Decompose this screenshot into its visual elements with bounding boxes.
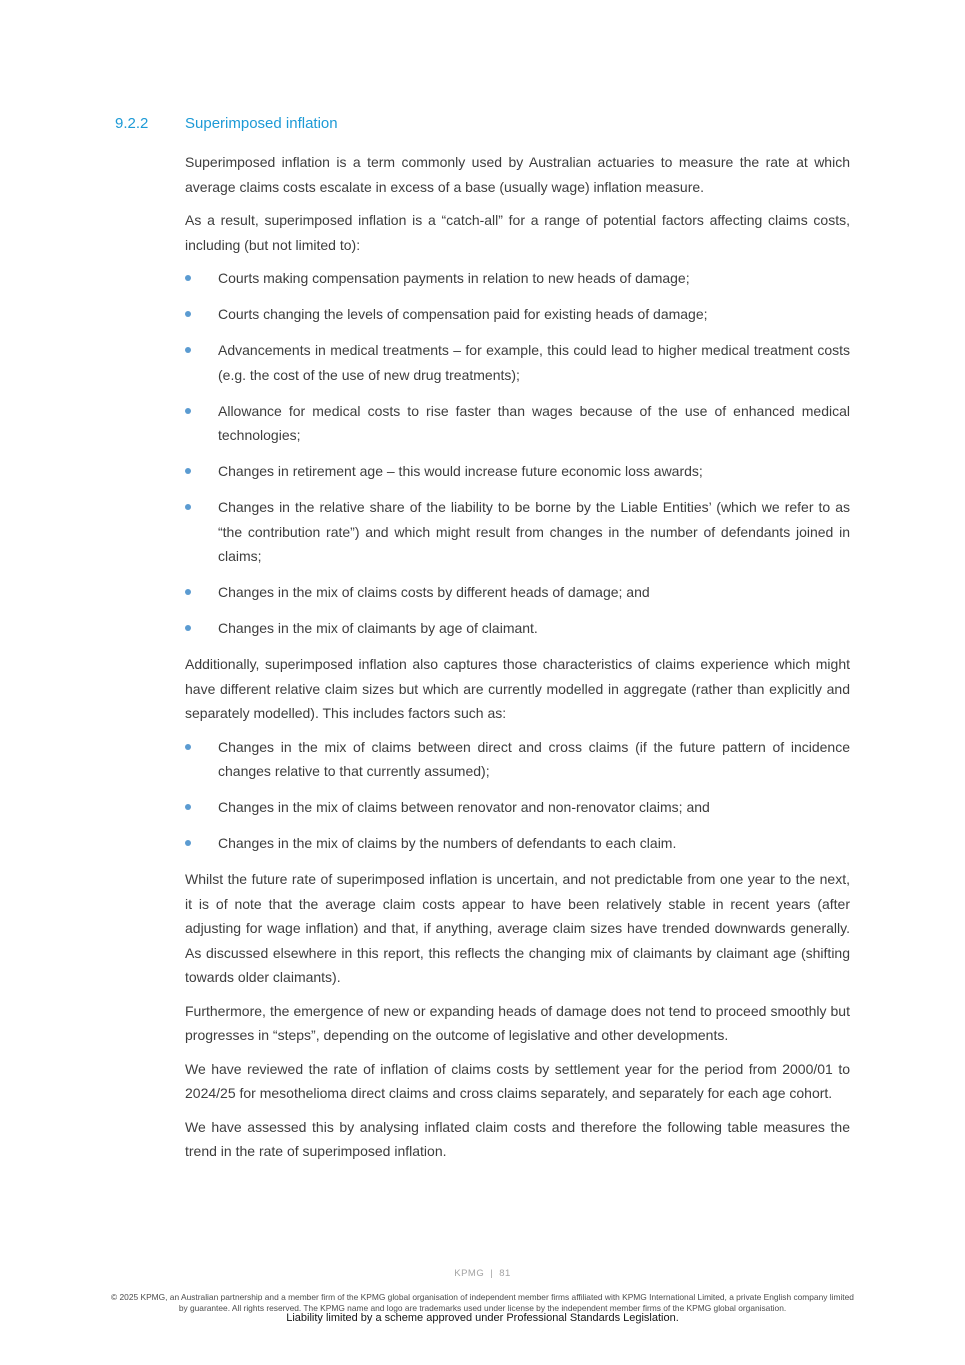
footer-separator: | bbox=[490, 1268, 494, 1279]
bullet-text: Changes in the mix of claims costs by different heads of damage; and bbox=[218, 584, 650, 600]
bullet-item bbox=[185, 580, 850, 605]
bullet-list bbox=[185, 266, 850, 641]
bullet-dot-icon bbox=[185, 625, 191, 631]
bullet-item bbox=[185, 399, 850, 448]
bullet-item bbox=[185, 831, 850, 856]
document-body bbox=[115, 114, 852, 1173]
bullet-item bbox=[185, 338, 850, 387]
bullet-dot-icon bbox=[185, 504, 191, 510]
bullet-dot-icon bbox=[185, 468, 191, 474]
paragraph: Superimposed inflation is a term commonly used by Australian actuaries to measure the rate at which average claims costs escalate in excess of a base (usually wage) inflation measure. bbox=[185, 154, 850, 195]
bullet-text: Allowance for medical costs to rise faster than wages because of the use of enhanced medical technologies; bbox=[218, 402, 850, 443]
bullet-dot-icon bbox=[185, 275, 191, 281]
bullet-item bbox=[185, 616, 850, 641]
bullet-text: Courts making compensation payments in relation to new heads of damage; bbox=[218, 270, 690, 286]
paragraph: Furthermore, the emergence of new or expanding heads of damage does not tend to proceed smoothly but progresses in “steps”, depending on the outcome of legislative and other developments. bbox=[185, 1002, 850, 1043]
bullet-dot-icon bbox=[185, 804, 191, 810]
bullet-item bbox=[185, 459, 850, 484]
paragraph: Additionally, superimposed inflation also captures those characteristics of claims experience which might have different relative claim sizes but which are currently modelled in aggregate (rather than explicitly and separately modelled). This includes factors such as: bbox=[185, 656, 850, 721]
bullet-dot-icon bbox=[185, 840, 191, 846]
bullet-item bbox=[185, 735, 850, 784]
bullet-item bbox=[185, 795, 850, 820]
bullet-dot-icon bbox=[185, 744, 191, 750]
bullet-dot-icon bbox=[185, 408, 191, 414]
footer-brand-text: KPMG bbox=[454, 1268, 485, 1279]
section-number: 9.2.2 bbox=[115, 115, 149, 132]
bullet-item bbox=[185, 495, 850, 569]
paragraph: We have assessed this by analysing inflated claim costs and therefore the following table measures the trend in the rate of superimposed inflation. bbox=[185, 1118, 850, 1159]
bullet-item bbox=[185, 266, 850, 291]
bullet-list bbox=[185, 735, 850, 856]
footer-copyright: © 2025 KPMG, an Australian partnership and a member firm of the KPMG global organisation of independent member firms affiliated with KPMG International Limited, a private English company limited by guarantee. All rights reserved. The KPMG name and logo are trademarks used under license by the independent member firms of the KPMG global organisation. bbox=[111, 1292, 854, 1313]
bullet-text: Advancements in medical treatments – for example, this could lead to higher medical treatment costs (e.g. the cost of the use of new drug treatments); bbox=[218, 342, 850, 383]
bullet-text: Courts changing the levels of compensation paid for existing heads of damage; bbox=[218, 306, 708, 322]
footer-page-label bbox=[0, 1268, 965, 1279]
bullet-text: Changes in the mix of claimants by age of claimant. bbox=[218, 620, 538, 636]
bullet-dot-icon bbox=[185, 311, 191, 317]
footer-page-number: 81 bbox=[499, 1268, 511, 1279]
bullet-dot-icon bbox=[185, 347, 191, 353]
bullet-text: Changes in the relative share of the liability to be borne by the Liable Entities’ (which we refer to as “the contribution rate”) and which might result from changes in the number of defendants joined in claims; bbox=[218, 499, 850, 564]
section-title: Superimposed inflation bbox=[185, 115, 338, 132]
bullet-text: Changes in the mix of claims by the numbers of defendants to each claim. bbox=[218, 835, 677, 851]
paragraph: Whilst the future rate of superimposed inflation is uncertain, and not predictable from one year to the next, it is of note that the average claim costs appear to have been relatively stable in recent years (after adjusting for wage inflation) and that, if anything, average claim sizes have trended downwards generally. As discussed elsewhere in this report, this reflects the changing mix of claimants by claimant age (shifting towards older claimants). bbox=[185, 871, 850, 985]
paragraph: We have reviewed the rate of inflation of claims costs by settlement year for the period from 2000/01 to 2024/25 for mesothelioma direct claims and cross claims separately, and separately for each age cohort. bbox=[185, 1060, 850, 1101]
bullet-item bbox=[185, 302, 850, 327]
bullet-text: Changes in the mix of claims between renovator and non-renovator claims; and bbox=[218, 799, 710, 815]
bullet-dot-icon bbox=[185, 589, 191, 595]
footer-liability-statement: Liability limited by a scheme approved under Professional Standards Legislation. bbox=[286, 1312, 679, 1324]
bullet-text: Changes in retirement age – this would increase future economic loss awards; bbox=[218, 463, 703, 479]
bullet-text: Changes in the mix of claims between direct and cross claims (if the future pattern of incidence changes relative to that currently assumed); bbox=[218, 738, 850, 779]
section-heading bbox=[115, 114, 852, 134]
paragraph: As a result, superimposed inflation is a “catch-all” for a range of potential factors affecting claims costs, including (but not limited to): bbox=[185, 212, 850, 253]
